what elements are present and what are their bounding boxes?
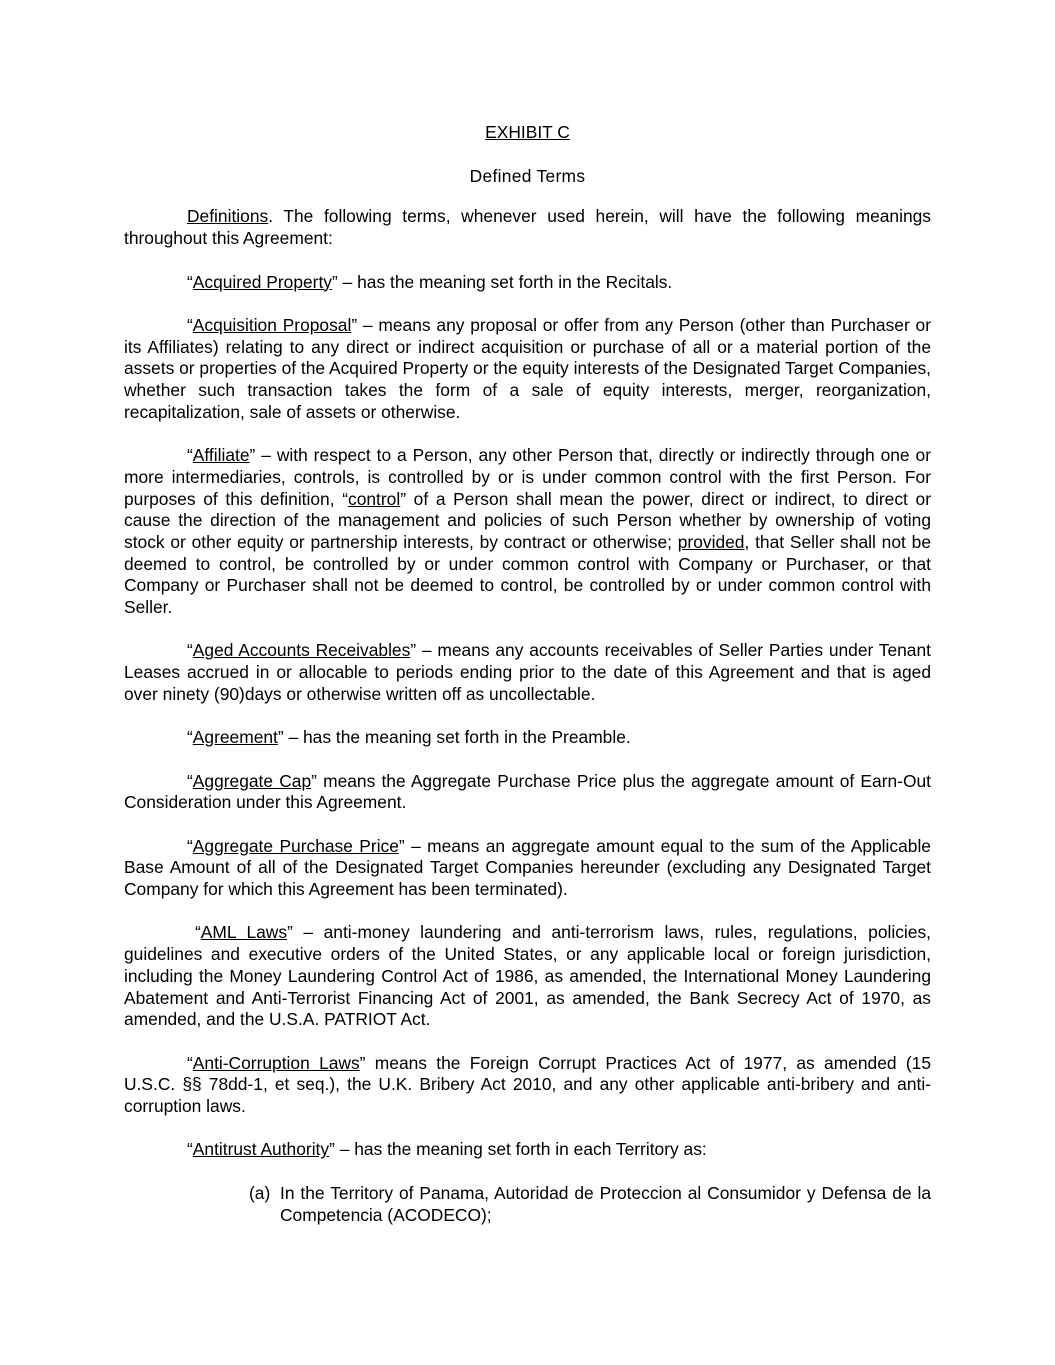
list-item-text: In the Territory of Panama, Autoridad de Proteccion al Consumidor y Defensa de la Competencia (ACODECO); [280,1182,931,1225]
open-quote: “ [187,445,193,466]
definition-text: ” – has the meaning set forth in the Recitals. [332,271,673,292]
open-quote: “ [187,1052,193,1073]
open-quote: “ [195,922,201,943]
definition-acquisition-proposal [124,315,931,424]
open-quote: “ [187,271,193,292]
definition-aggregate-purchase-price [124,836,931,901]
defined-term: Acquired Property [192,271,332,292]
defined-term: AML Laws [200,922,288,943]
document-page [124,122,931,1226]
intro-term: Definitions [187,206,269,227]
definition-text: ” – with respect to a Person, any other Person that, directly or indirectly through one or more intermediaries, controls, is controlled by or is under common control with the first Person. For purposes of this definition, “ [124,445,931,509]
intro-text: . The following terms, whenever used herein, will have the following meanings throughout this Agreement: [124,206,931,249]
defined-term-provided: provided [677,531,745,552]
definition-text: ” means the Aggregate Purchase Price plus the aggregate amount of Earn-Out Consideration under this Agreement. [124,770,931,813]
definition-text: ” – means an aggregate amount equal to the sum of the Applicable Base Amount of all of the Designated Target Companies hereunder (excluding any Designated Target Company for which this Agreement has been terminated). [124,835,931,900]
definition-aged-accounts-receivables [124,640,931,705]
definition-acquired-property [124,272,931,294]
definition-text: ” – means any accounts receivables of Seller Parties under Tenant Leases accrued in or allocable to periods ending prior to the date of this Agreement and that is aged over ninety (90)days or otherwise written off as uncollectable. [124,640,931,704]
definition-antitrust-authority [124,1139,931,1161]
open-quote: “ [187,1139,193,1160]
defined-term: Agreement [192,727,278,748]
defined-term: Affiliate [192,445,250,466]
defined-term: Aggregate Purchase Price [192,835,399,856]
exhibit-heading: EXHIBIT C [485,122,570,142]
defined-term: Anti-Corruption Laws [192,1052,360,1073]
list-item [249,1182,931,1226]
open-quote: “ [187,770,193,791]
open-quote: “ [187,727,193,748]
defined-term: Antitrust Authority [192,1139,330,1160]
definition-text: ” – has the meaning set forth in each Territory as: [329,1139,707,1160]
intro-paragraph [124,206,931,249]
defined-term: Aged Accounts Receivables [192,640,411,661]
definition-aggregate-cap [124,771,931,814]
open-quote: “ [187,314,193,335]
definition-text: ” of a Person shall mean the power, direct or indirect, to direct or cause the direction of the management and policies of such Person whether by ownership of voting stock or other equity or partnership interests, by contract or otherwise; [124,488,932,552]
definition-aml-laws [124,922,931,1031]
definition-text: ” – anti-money laundering and anti-terrorism laws, rules, regulations, policies, guidelines and executive orders of the United States, or any applicable local or foreign jurisdiction, including the Money Laundering Control Act of 1986, as amended, the International Money Laundering Abatement and Anti-Terrorist Financing Act of 2001, as amended, the Bank Secrecy Act of 1970, as amended, and the U.S.A. PATRIOT Act. [124,922,931,1030]
section-subtitle: Defined Terms [469,165,586,186]
definition-agreement [124,727,931,749]
definition-anti-corruption-laws [124,1053,931,1118]
definition-text: ” – has the meaning set forth in the Preamble. [277,727,631,748]
defined-term: Acquisition Proposal [192,314,352,335]
open-quote: “ [187,640,193,661]
definition-text: ” means the Foreign Corrupt Practices Act of 1977, as amended (15 U.S.C. §§ 78dd-1, et seq.), the U.K. Bribery Act 2010, and any other applicable anti-bribery and anti-corruption laws. [124,1052,931,1117]
open-quote: “ [187,835,193,856]
definition-affiliate [124,445,931,619]
defined-term-control: control [348,488,401,509]
defined-term: Aggregate Cap [192,770,312,791]
definition-text: , that Seller shall not be deemed to control, be controlled by or under common control with Company or Purchaser, or that Company or Purchaser shall not be deemed to control, be controlled by or under common control with Seller. [124,531,931,618]
list-item-label: (a) [249,1182,271,1203]
definition-text: ” – means any proposal or offer from any Person (other than Purchaser or its Affiliates) relating to any direct or indirect acquisition or purchase of all or a material portion of the assets or properties of the Acquired Property or the equity interests of the Designated Target Companies, whether such transaction takes the form of a sale of equity interests, merger, reorganization, recapitalization, sale of assets or otherwise. [124,314,931,422]
